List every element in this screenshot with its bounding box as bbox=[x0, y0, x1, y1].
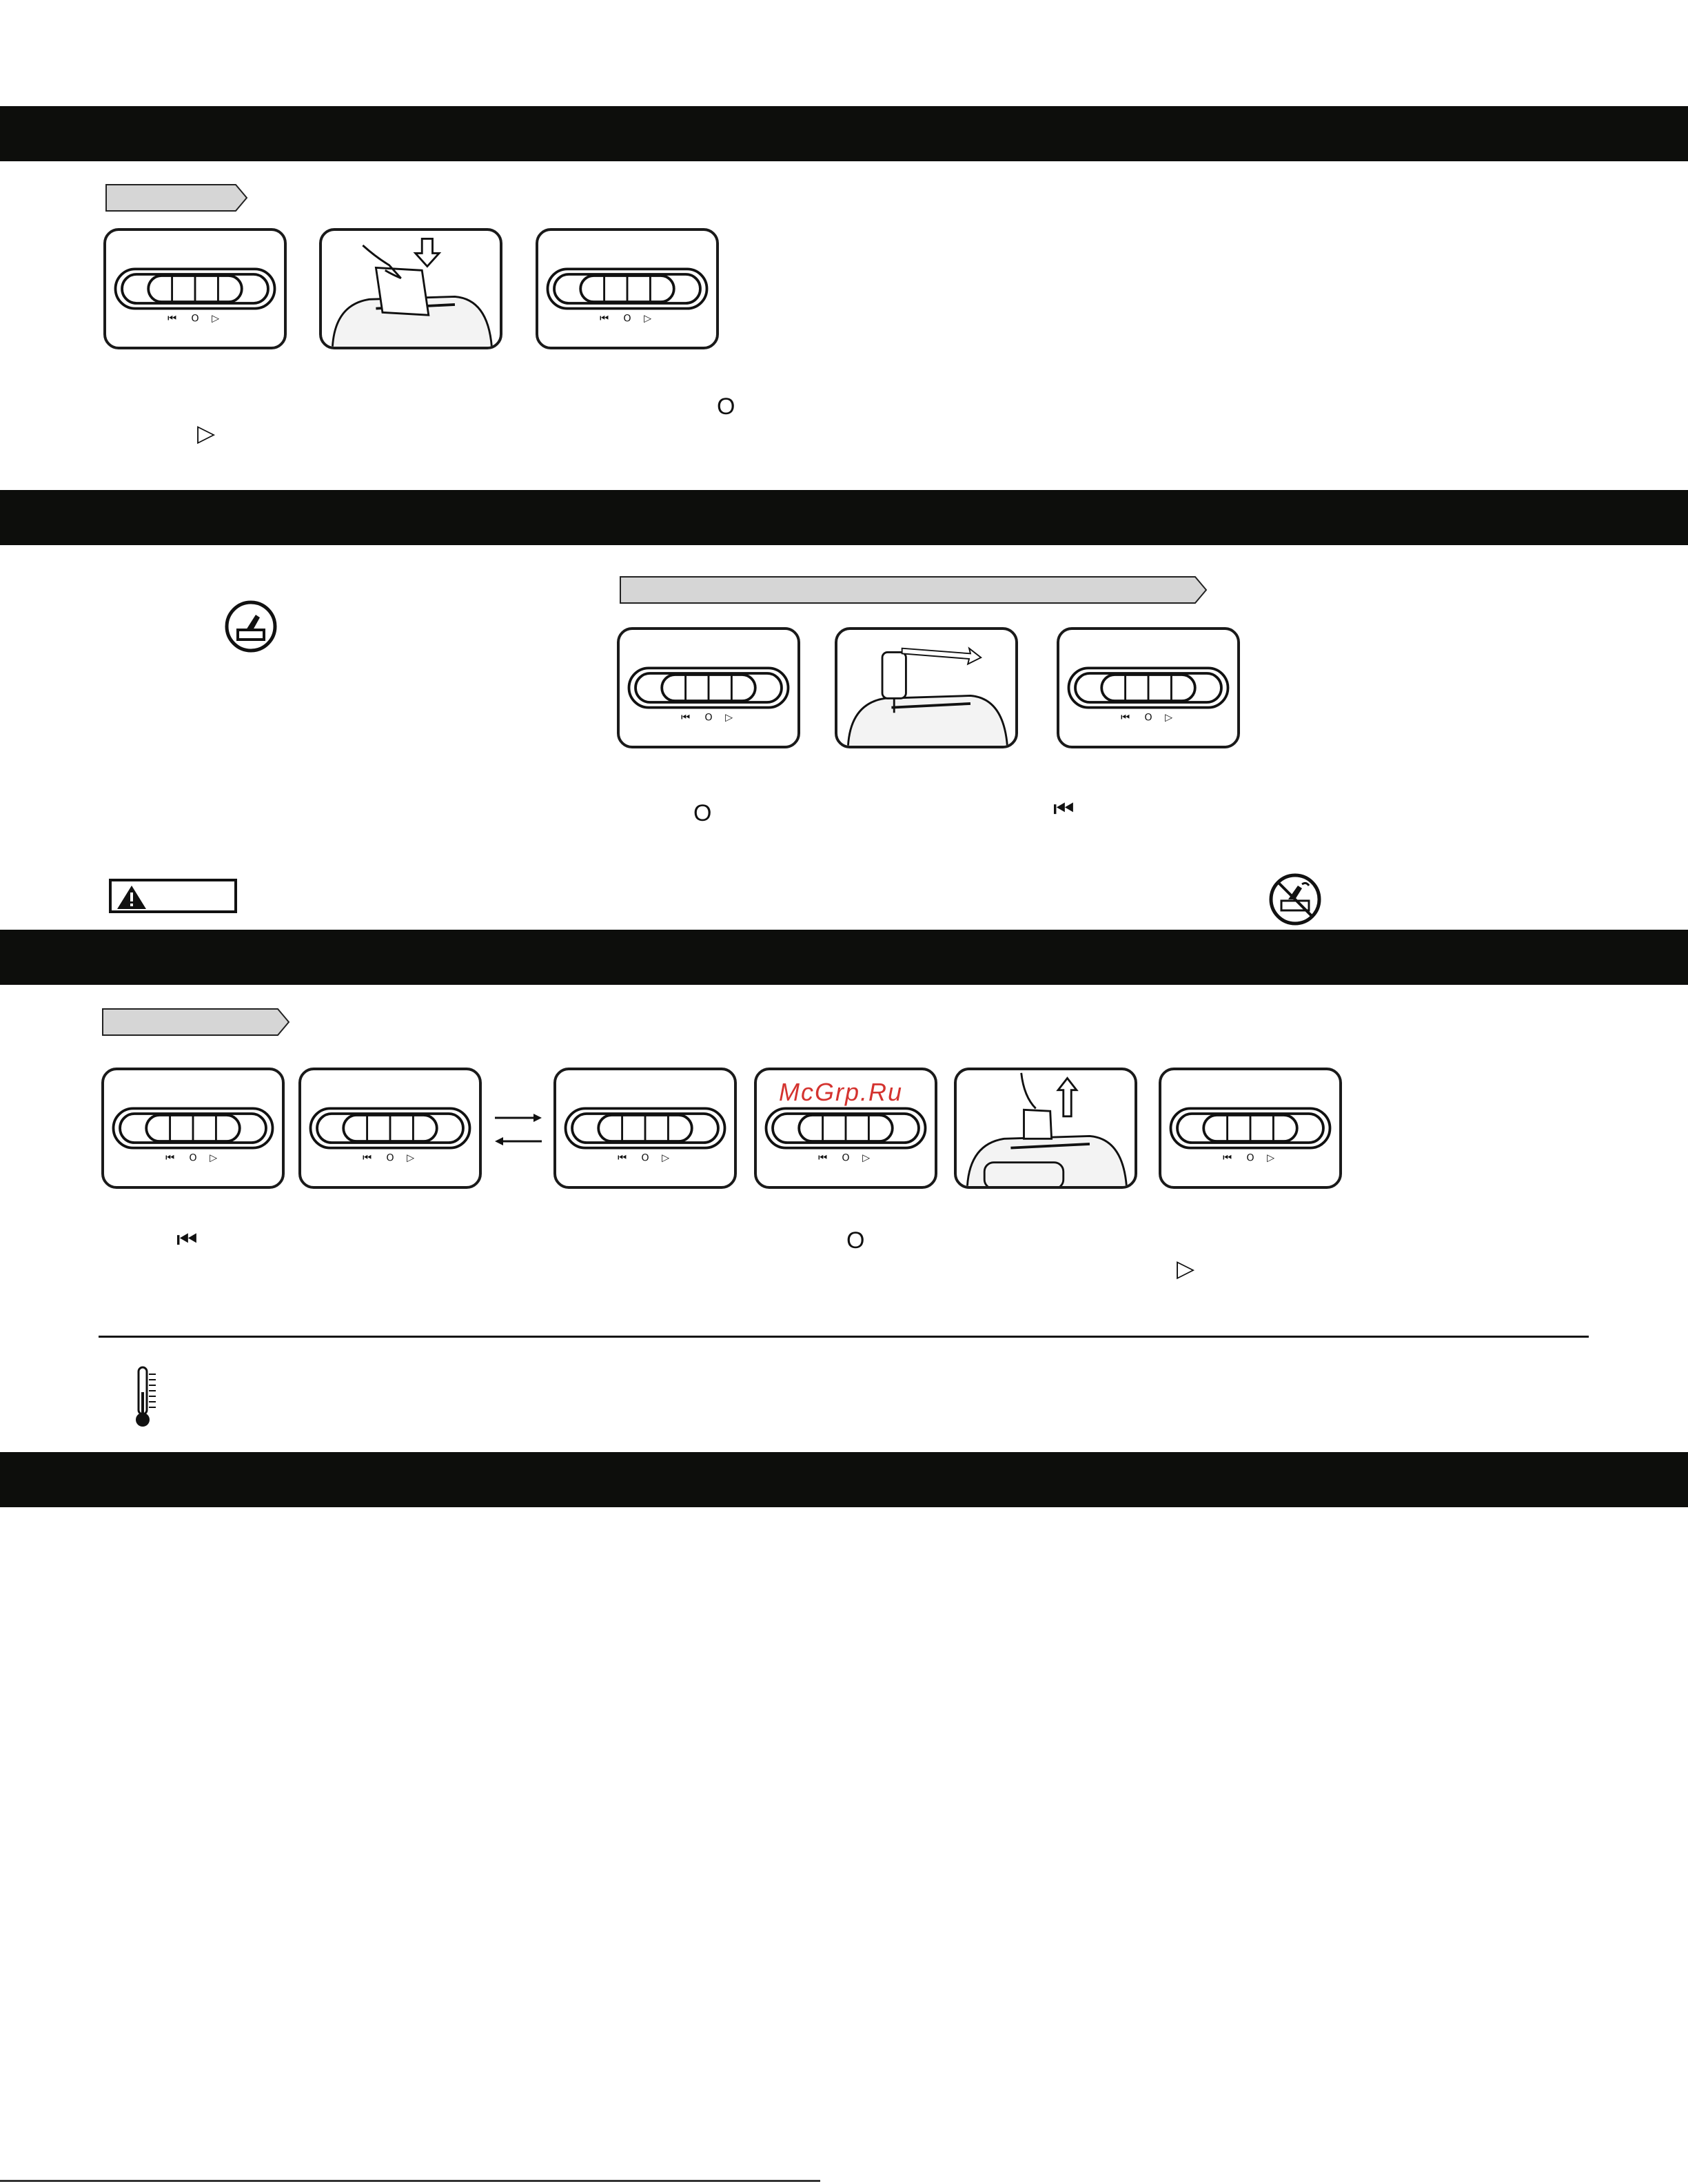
feed-paper-panel bbox=[319, 228, 502, 349]
switch-label: ▷ bbox=[1165, 712, 1173, 724]
forward-symbol: ▷ bbox=[197, 420, 216, 447]
section-bar-4 bbox=[0, 1452, 1688, 1507]
warning-box bbox=[109, 879, 237, 913]
warning-triangle-icon bbox=[116, 884, 148, 910]
divider bbox=[99, 1336, 1589, 1338]
thermometer-icon bbox=[132, 1365, 163, 1429]
switch-label: O bbox=[623, 313, 631, 325]
no-aerosol-icon bbox=[1268, 872, 1323, 927]
section-bar-1 bbox=[0, 106, 1688, 161]
rocker-switch-drawing bbox=[1161, 1070, 1339, 1186]
switch-label: ▷ bbox=[725, 712, 733, 724]
switch-label: ▷ bbox=[662, 1152, 670, 1164]
switch-label: ⏮ bbox=[600, 313, 609, 325]
watermark: McGrp.Ru bbox=[779, 1078, 904, 1106]
switch-label: ▷ bbox=[210, 1152, 218, 1164]
oil-bottle-icon bbox=[224, 600, 278, 653]
switch-label: ⏮ bbox=[1121, 712, 1130, 724]
footer-line bbox=[0, 2180, 820, 2182]
switch-label: O bbox=[1246, 1152, 1254, 1164]
switch-label: O bbox=[641, 1152, 649, 1164]
switch-label: O bbox=[1144, 712, 1152, 724]
off-symbol-2: O bbox=[693, 800, 712, 826]
switch-label: ⏮ bbox=[167, 313, 177, 325]
step-tag-3 bbox=[101, 1008, 292, 1037]
rocker-switch-drawing bbox=[301, 1070, 479, 1186]
section-bar-3 bbox=[0, 930, 1688, 985]
switch-panel-off bbox=[103, 228, 287, 349]
rocker-switch-drawing bbox=[106, 231, 284, 347]
switch-label: O bbox=[842, 1152, 850, 1164]
switch-label: ▷ bbox=[862, 1152, 871, 1164]
step-tag-1 bbox=[105, 183, 250, 212]
remove-paper-drawing bbox=[957, 1070, 1135, 1186]
oil-apply-panel bbox=[835, 627, 1018, 748]
rocker-switch-drawing bbox=[104, 1070, 282, 1186]
switch-panel-auto bbox=[536, 228, 719, 349]
switch-label: ⏮ bbox=[363, 1152, 372, 1164]
switch-label: O bbox=[386, 1152, 394, 1164]
jam-switch-panel-3 bbox=[553, 1068, 737, 1189]
oil-switch-panel-reverse bbox=[1057, 627, 1240, 748]
jam-switch-panel-5 bbox=[1159, 1068, 1342, 1189]
forward-reverse-arrows bbox=[492, 1110, 545, 1148]
switch-label: O bbox=[191, 313, 199, 325]
switch-label: ▷ bbox=[212, 313, 220, 325]
jam-switch-panel-1 bbox=[101, 1068, 285, 1189]
remove-paper-panel bbox=[954, 1068, 1137, 1189]
switch-label: ⏮ bbox=[165, 1152, 175, 1164]
switch-label: ▷ bbox=[407, 1152, 415, 1164]
oil-apply-drawing bbox=[837, 630, 1015, 746]
switch-label: ▷ bbox=[644, 313, 652, 325]
reverse-symbol-2: ⏮ bbox=[176, 1227, 198, 1253]
oil-switch-panel-off bbox=[617, 627, 800, 748]
rocker-switch-drawing bbox=[556, 1070, 734, 1186]
rocker-switch-drawing bbox=[538, 231, 716, 347]
rocker-switch-drawing bbox=[1059, 630, 1237, 746]
step-tag-2 bbox=[619, 575, 1209, 604]
switch-label: ▷ bbox=[1267, 1152, 1275, 1164]
rocker-switch-drawing bbox=[620, 630, 797, 746]
switch-label: ⏮ bbox=[818, 1152, 828, 1164]
reverse-symbol: ⏮ bbox=[1053, 796, 1075, 822]
switch-label: ⏮ bbox=[1223, 1152, 1232, 1164]
switch-label: ⏮ bbox=[618, 1152, 627, 1164]
off-symbol-3: O bbox=[846, 1227, 865, 1254]
switch-label: O bbox=[704, 712, 713, 724]
switch-label: O bbox=[189, 1152, 197, 1164]
jam-switch-panel-2 bbox=[298, 1068, 482, 1189]
feed-paper-drawing bbox=[322, 231, 500, 347]
off-symbol: O bbox=[717, 394, 735, 420]
section-bar-2 bbox=[0, 490, 1688, 545]
switch-label: ⏮ bbox=[681, 712, 691, 724]
forward-symbol-2: ▷ bbox=[1177, 1256, 1195, 1282]
